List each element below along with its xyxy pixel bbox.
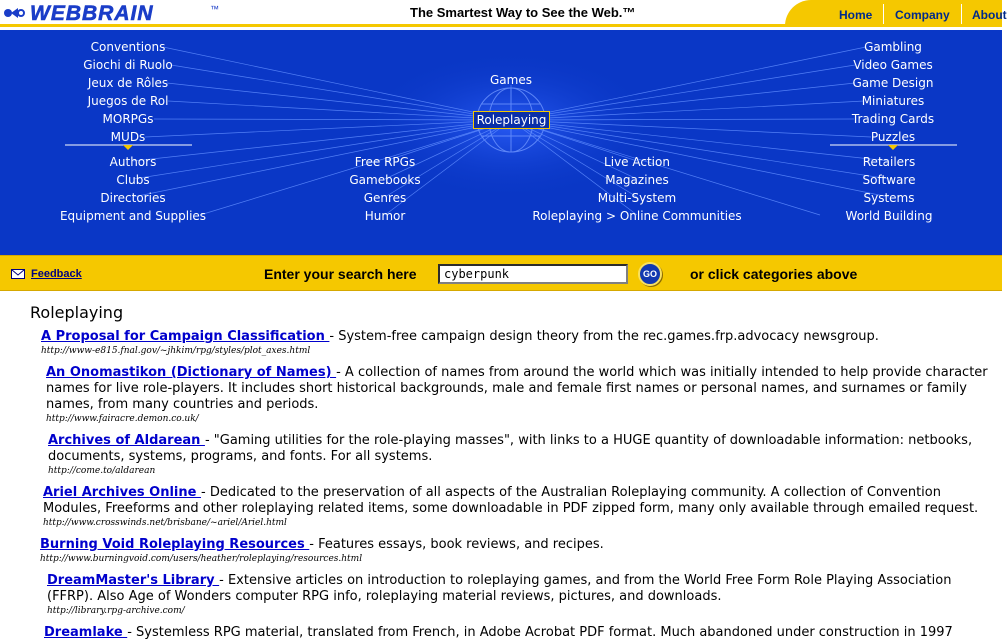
result-title-link[interactable]: Ariel Archives Online bbox=[43, 485, 201, 500]
category-link[interactable]: MUDs bbox=[110, 130, 146, 144]
category-link[interactable]: Equipment and Supplies bbox=[59, 209, 207, 223]
search-bar bbox=[0, 255, 1002, 291]
result-item bbox=[48, 433, 993, 478]
category-link[interactable]: Puzzles bbox=[870, 130, 916, 144]
category-link[interactable]: Jeux de Rôles bbox=[87, 76, 169, 90]
category-link[interactable]: Juegos de Rol bbox=[87, 94, 169, 108]
result-item bbox=[47, 573, 992, 618]
category-link[interactable]: Trading Cards bbox=[851, 112, 935, 126]
category-link[interactable]: Gamebooks bbox=[349, 173, 421, 187]
category-link[interactable]: Live Action bbox=[604, 155, 670, 169]
category-link[interactable]: Directories bbox=[100, 191, 166, 205]
result-title-link[interactable]: Archives of Aldarean bbox=[48, 433, 205, 448]
nav-divider bbox=[883, 4, 884, 24]
logo-tm: ™ bbox=[210, 4, 219, 14]
top-bar bbox=[0, 0, 1007, 27]
expand-arrow-icon bbox=[888, 145, 898, 150]
result-title-link[interactable]: Dreamlake bbox=[44, 625, 128, 640]
result-url: http://www.burningvoid.com/users/heather/roleplaying/resources.html bbox=[40, 554, 363, 564]
result-url: http://www.fairacre.demon.co.uk/ bbox=[46, 414, 199, 424]
results-area bbox=[0, 292, 1002, 644]
page-title: Roleplaying bbox=[30, 303, 124, 322]
nav-divider bbox=[961, 4, 962, 24]
category-link[interactable]: Software bbox=[862, 173, 916, 187]
result-item bbox=[43, 485, 988, 530]
result-description: - Features essays, book reviews, and recipes. bbox=[309, 537, 604, 552]
category-link[interactable]: Video Games bbox=[853, 58, 933, 72]
search-input[interactable] bbox=[438, 264, 628, 284]
category-link[interactable]: Conventions bbox=[90, 40, 166, 54]
result-item bbox=[40, 537, 985, 566]
result-title-link[interactable]: Burning Void Roleplaying Resources bbox=[40, 537, 310, 552]
category-link[interactable]: MORPGs bbox=[102, 112, 154, 126]
result-item bbox=[44, 625, 989, 641]
result-url: http://www-e815.fnal.gov/~jhkim/rpg/styles/plot_axes.html bbox=[41, 346, 311, 356]
current-category: Roleplaying bbox=[473, 111, 550, 129]
category-link[interactable]: Game Design bbox=[852, 76, 934, 90]
category-link[interactable]: Clubs bbox=[116, 173, 150, 187]
result-description: - A collection of names from around the world which was initially intended to help provide character names for live role-players. It includes short historical backgrounds, male and female first names or personal names, and surnames or family names, from many countries and periods. bbox=[46, 365, 988, 412]
result-url: http://www.crosswinds.net/brisbane/~ariel/Ariel.html bbox=[43, 518, 287, 528]
category-link[interactable]: Free RPGs bbox=[354, 155, 416, 169]
category-link[interactable]: Genres bbox=[363, 191, 407, 205]
result-item bbox=[41, 329, 986, 358]
parent-category-link[interactable]: Games bbox=[490, 73, 532, 87]
category-link[interactable]: Magazines bbox=[605, 173, 669, 187]
result-title-link[interactable]: An Onomastikon (Dictionary of Names) bbox=[46, 365, 337, 380]
category-link[interactable]: Gambling bbox=[864, 40, 922, 54]
expand-arrow-icon bbox=[123, 145, 133, 150]
category-link[interactable]: Authors bbox=[109, 155, 157, 169]
webbrain-logo[interactable] bbox=[2, 2, 227, 24]
category-link[interactable]: Giochi di Ruolo bbox=[83, 58, 173, 72]
result-description: - Systemless RPG material, translated from French, in Adobe Acrobat PDF format. Much abandoned under construction in 1997 bbox=[127, 625, 953, 640]
category-link[interactable]: World Building bbox=[845, 209, 933, 223]
search-label: Enter your search here bbox=[264, 266, 417, 282]
nav-company-link[interactable]: Company bbox=[895, 8, 950, 22]
result-description: - System-free campaign design theory from the rec.games.frp.advocacy newsgroup. bbox=[329, 329, 879, 344]
feedback-link[interactable]: Feedback bbox=[31, 268, 82, 280]
category-link[interactable]: Miniatures bbox=[861, 94, 925, 108]
result-title-link[interactable]: A Proposal for Campaign Classification bbox=[41, 329, 330, 344]
nav-home-link[interactable]: Home bbox=[839, 8, 873, 22]
go-button[interactable]: GO bbox=[638, 262, 662, 286]
search-hint: or click categories above bbox=[690, 266, 858, 282]
result-title-link[interactable]: DreamMaster's Library bbox=[47, 573, 220, 588]
category-map bbox=[0, 30, 1002, 255]
category-link[interactable]: Multi-System bbox=[597, 191, 677, 205]
category-link[interactable]: Retailers bbox=[862, 155, 916, 169]
nav-about-link[interactable]: About bbox=[972, 8, 1007, 22]
category-link[interactable]: Humor bbox=[364, 209, 406, 223]
category-link[interactable]: Systems bbox=[863, 191, 915, 205]
mail-icon bbox=[11, 269, 25, 279]
result-url: http://come.to/aldarean bbox=[48, 466, 156, 476]
tagline: The Smartest Way to See the Web.™ bbox=[410, 5, 636, 20]
category-link[interactable]: Roleplaying > Online Communities bbox=[532, 209, 742, 223]
logo-mark-icon bbox=[4, 8, 24, 18]
result-description: - Extensive articles on introduction to roleplaying games, and from the World Free Form Role Playing Association (FFRP). Also Age of Wonders computer RPG info, roleplaying material reviews, pictures, and downloads. bbox=[47, 573, 952, 604]
result-description: - Dedicated to the preservation of all aspects of the Australian Roleplaying community. A collection of Convention Modules, Freeforms and other roleplaying related items, some downloadable in PDF zipped form, many only available through emailed request. bbox=[43, 485, 979, 516]
result-url: http://library.rpg-archive.com/ bbox=[47, 606, 185, 616]
logo-text: WEBBRAIN bbox=[30, 2, 154, 25]
result-description: - "Gaming utilities for the role-playing masses", with links to a HUGE quantity of downloadable information: netbooks, documents, systems, programs, and fonts. For all systems. bbox=[48, 433, 973, 464]
result-item bbox=[46, 365, 991, 426]
nav-tabs bbox=[785, 0, 1007, 27]
